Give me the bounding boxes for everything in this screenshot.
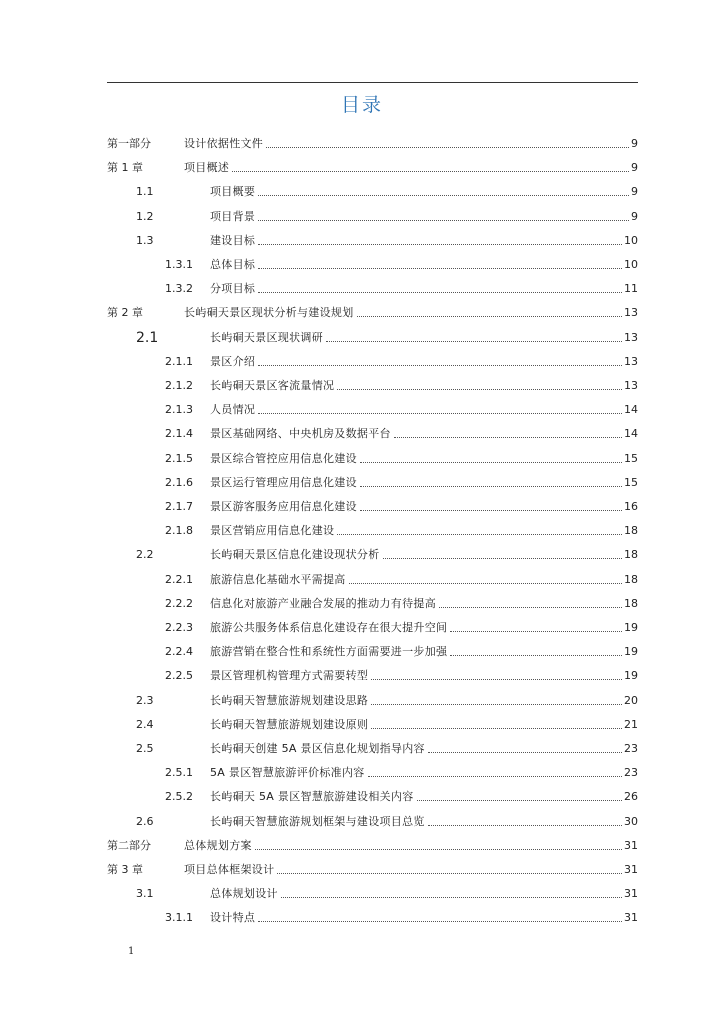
toc-entry[interactable] [165,276,638,296]
toc-entry[interactable] [136,688,638,708]
toc-entry-number: 第一部分 [107,137,151,150]
toc-dot-leader [255,849,622,850]
toc-entry-page: 23 [624,766,638,780]
toc-heading: 目录 [340,94,383,116]
toc-entry-title: 项目概述 [184,161,230,175]
toc-entry[interactable] [107,131,638,151]
toc-entry-page: 13 [624,306,638,320]
toc-dot-leader [277,873,622,874]
toc-dot-leader [349,583,622,584]
toc-entry-number: 2.1.8 [165,524,193,538]
toc-dot-leader [258,268,622,269]
toc-entry-title: 长屿硐天创建 5A 景区信息化规划指导内容 [210,742,425,755]
toc-entry-title: 景区介绍 [210,354,256,368]
toc-entry-title: 长屿硐天景区现状分析与建设规划 [184,306,354,320]
toc-entry[interactable] [165,446,638,466]
toc-entry[interactable] [136,736,638,756]
toc-entry[interactable] [136,542,638,562]
toc-entry-number: 2.2 [136,548,154,562]
toc-entry-number: 2.1.1 [165,354,193,368]
toc-entry-title: 长屿硐天景区现状调研 [210,330,323,344]
toc-entry-page: 11 [624,282,638,296]
toc-entry-page: 18 [624,524,638,538]
toc-dot-leader [281,897,622,898]
toc-dot-leader [371,728,622,729]
toc-entry-page: 19 [624,669,638,683]
toc-entry-number: 第二部分 [107,838,151,852]
toc-entry[interactable] [165,397,638,417]
toc-entry-page: 31 [624,887,638,901]
toc-dot-leader [258,220,629,221]
toc-entry[interactable] [165,615,638,635]
toc-entry-title: 景区营销应用信息化建设 [210,524,335,538]
toc-entry-page: 9 [631,185,638,199]
toc-entry-title: 设计特点 [210,911,256,925]
toc-entry-number: 2.2.5 [165,669,193,683]
toc-entry-title: 旅游信息化基础水平需提高 [210,572,346,586]
toc-entry-number: 1.2 [136,209,154,223]
toc-entry-number: 2.2.2 [165,596,193,610]
toc-entry-page: 10 [624,258,638,271]
toc-entry-title: 旅游营销在整合性和系统性方面需要进一步加强 [210,645,448,659]
toc-entry[interactable] [165,905,638,925]
toc-entry[interactable] [165,567,638,587]
toc-dot-leader [371,704,622,705]
toc-entry-number: 2.2.4 [165,645,193,659]
toc-entry-number: 1.1 [136,185,154,199]
toc-dot-leader [258,292,622,293]
toc-entry-number: 2.1.7 [165,500,193,513]
toc-entry-title: 信息化对旅游产业融合发展的推动力有待提高 [210,596,436,610]
toc-entry-number: 2.5 [136,742,154,755]
toc-entry-number: 2.1.4 [165,427,193,441]
toc-entry-title: 长屿硐天景区客流量情况 [210,379,335,392]
toc-entry[interactable] [165,518,638,538]
toc-entry[interactable] [136,881,638,901]
toc-dot-leader [258,413,622,414]
toc-dot-leader [371,679,622,680]
toc-dot-leader [428,825,622,826]
toc-entry[interactable] [165,663,638,683]
toc-entry-title: 分项目标 [210,282,256,296]
toc-entry-page: 13 [624,379,638,392]
toc-entry-title: 总体目标 [210,258,256,271]
toc-entry-page: 9 [631,209,638,223]
toc-entry[interactable] [136,325,638,345]
toc-dot-leader [383,558,623,559]
toc-entry-number: 2.1.2 [165,379,193,392]
toc-entry[interactable] [136,179,638,199]
toc-entry[interactable] [165,494,638,514]
toc-entry-number: 1.3.1 [165,258,193,271]
toc-entry-number: 2.6 [136,814,154,828]
toc-entry-title: 项目概要 [210,185,256,199]
toc-entry[interactable] [165,421,638,441]
toc-entry[interactable] [165,760,638,780]
toc-dot-leader [232,171,629,172]
toc-dot-leader [368,776,622,777]
header-rule [107,82,638,83]
toc-entry-title: 项目总体框架设计 [184,863,275,876]
page-number: 1 [128,946,135,957]
toc-entry-title: 景区综合管控应用信息化建设 [210,451,357,465]
toc-entry-number: 2.2.1 [165,572,193,586]
toc-entry-number: 2.5.2 [165,790,193,804]
toc-entry-title: 设计依据性文件 [184,137,264,150]
toc-dot-leader [326,341,622,342]
toc-entry-page: 21 [624,717,638,731]
toc-entry-page: 15 [624,475,638,489]
toc-entry-page: 31 [624,863,638,876]
toc-dot-leader [337,534,622,535]
toc-entry-page: 15 [624,451,638,465]
toc-dot-leader [258,195,629,196]
toc-entry-title: 5A 景区智慧旅游评价标准内容 [210,766,365,780]
toc-entry-page: 19 [624,645,638,659]
toc-entry-title: 景区运行管理应用信息化建设 [210,475,357,489]
toc-dot-leader [428,752,622,753]
toc-entry-page: 18 [624,596,638,610]
toc-entry-page: 19 [624,621,638,634]
toc-entry-title: 景区管理机构管理方式需要转型 [210,669,369,683]
toc-entry[interactable] [165,591,638,611]
toc-entry-page: 14 [624,403,638,417]
toc-entry-number: 3.1.1 [165,911,193,925]
toc-entry-number: 2.1 [136,329,159,346]
toc-entry-page: 26 [624,790,638,804]
toc-entry-title: 景区基础网络、中央机房及数据平台 [210,427,391,441]
toc-entry-title: 景区游客服务应用信息化建设 [210,500,357,513]
toc-entry-page: 18 [624,548,638,562]
toc-entry-page: 13 [624,354,638,368]
toc-entry-title: 长屿硐天景区信息化建设现状分析 [210,548,380,562]
toc-dot-leader [258,244,622,245]
toc-entry-page: 31 [624,911,638,925]
toc-entry-number: 1.3.2 [165,282,193,296]
toc-dot-leader [258,921,622,922]
toc-entry[interactable] [136,809,638,829]
toc-entry[interactable] [107,155,638,175]
toc-entry-page: 13 [624,330,638,344]
toc-dot-leader [258,365,622,366]
toc-entry-number: 2.1.3 [165,403,193,417]
toc-entry-number: 2.2.3 [165,621,193,634]
toc-entry-page: 23 [624,742,638,755]
toc-dot-leader [357,316,623,317]
toc-entry-page: 14 [624,427,638,441]
toc-entry-page: 30 [624,814,638,828]
toc-dot-leader [394,437,622,438]
toc-dot-leader [360,462,622,463]
toc-entry-number: 2.4 [136,717,154,731]
toc-entry-page: 31 [624,838,638,852]
toc-entry-title: 项目背景 [210,209,256,223]
toc-entry[interactable] [136,712,638,732]
toc-entry-number: 第 3 章 [107,863,143,876]
toc-entry[interactable] [107,857,638,877]
toc-entry[interactable] [165,470,638,490]
toc-entry-title: 旅游公共服务体系信息化建设存在很大提升空间 [210,621,448,634]
toc-dot-leader [360,486,622,487]
toc-entry[interactable] [107,300,638,320]
toc-entry-number: 第 1 章 [107,161,143,175]
toc-entry-page: 9 [631,137,638,150]
toc-dot-leader [450,631,622,632]
toc-entry-page: 18 [624,572,638,586]
toc-entry-number: 2.1.6 [165,475,193,489]
toc-dot-leader [360,510,622,511]
toc-entry[interactable] [107,833,638,853]
toc-entry[interactable] [165,252,638,272]
toc-entry-number: 3.1 [136,887,154,901]
toc-entry[interactable] [136,204,638,224]
toc-entry[interactable] [165,784,638,804]
toc-entry-page: 10 [624,233,638,247]
toc-entry-title: 长屿硐天智慧旅游规划框架与建设项目总览 [210,814,425,828]
toc-entry-page: 9 [631,161,638,175]
toc-entry-number: 1.3 [136,233,154,247]
toc-entry-title: 建设目标 [210,233,256,247]
toc-dot-leader [439,607,622,608]
toc-dot-leader [266,147,629,148]
toc-entry-number: 2.5.1 [165,766,193,780]
toc-entry-title: 长屿硐天智慧旅游规划建设思路 [210,693,369,707]
toc-entry[interactable] [165,373,638,393]
toc-entry-number: 第 2 章 [107,306,143,320]
toc-entry[interactable] [136,228,638,248]
toc-entry-number: 2.3 [136,693,154,707]
toc-entry[interactable] [165,349,638,369]
toc-entry-title: 长屿硐天 5A 景区智慧旅游建设相关内容 [210,790,414,804]
toc-entry-title: 人员情况 [210,403,256,417]
toc-entry-number: 2.1.5 [165,451,193,465]
toc-entry-title: 总体规划方案 [184,838,252,852]
toc-entry-page: 20 [624,693,638,707]
toc-entry-title: 长屿硐天智慧旅游规划建设原则 [210,717,369,731]
toc-dot-leader [450,655,622,656]
toc-entry-page: 16 [624,500,638,513]
toc-dot-leader [417,800,622,801]
toc-entry-title: 总体规划设计 [210,887,278,901]
toc-dot-leader [337,389,622,390]
toc-entry[interactable] [165,639,638,659]
